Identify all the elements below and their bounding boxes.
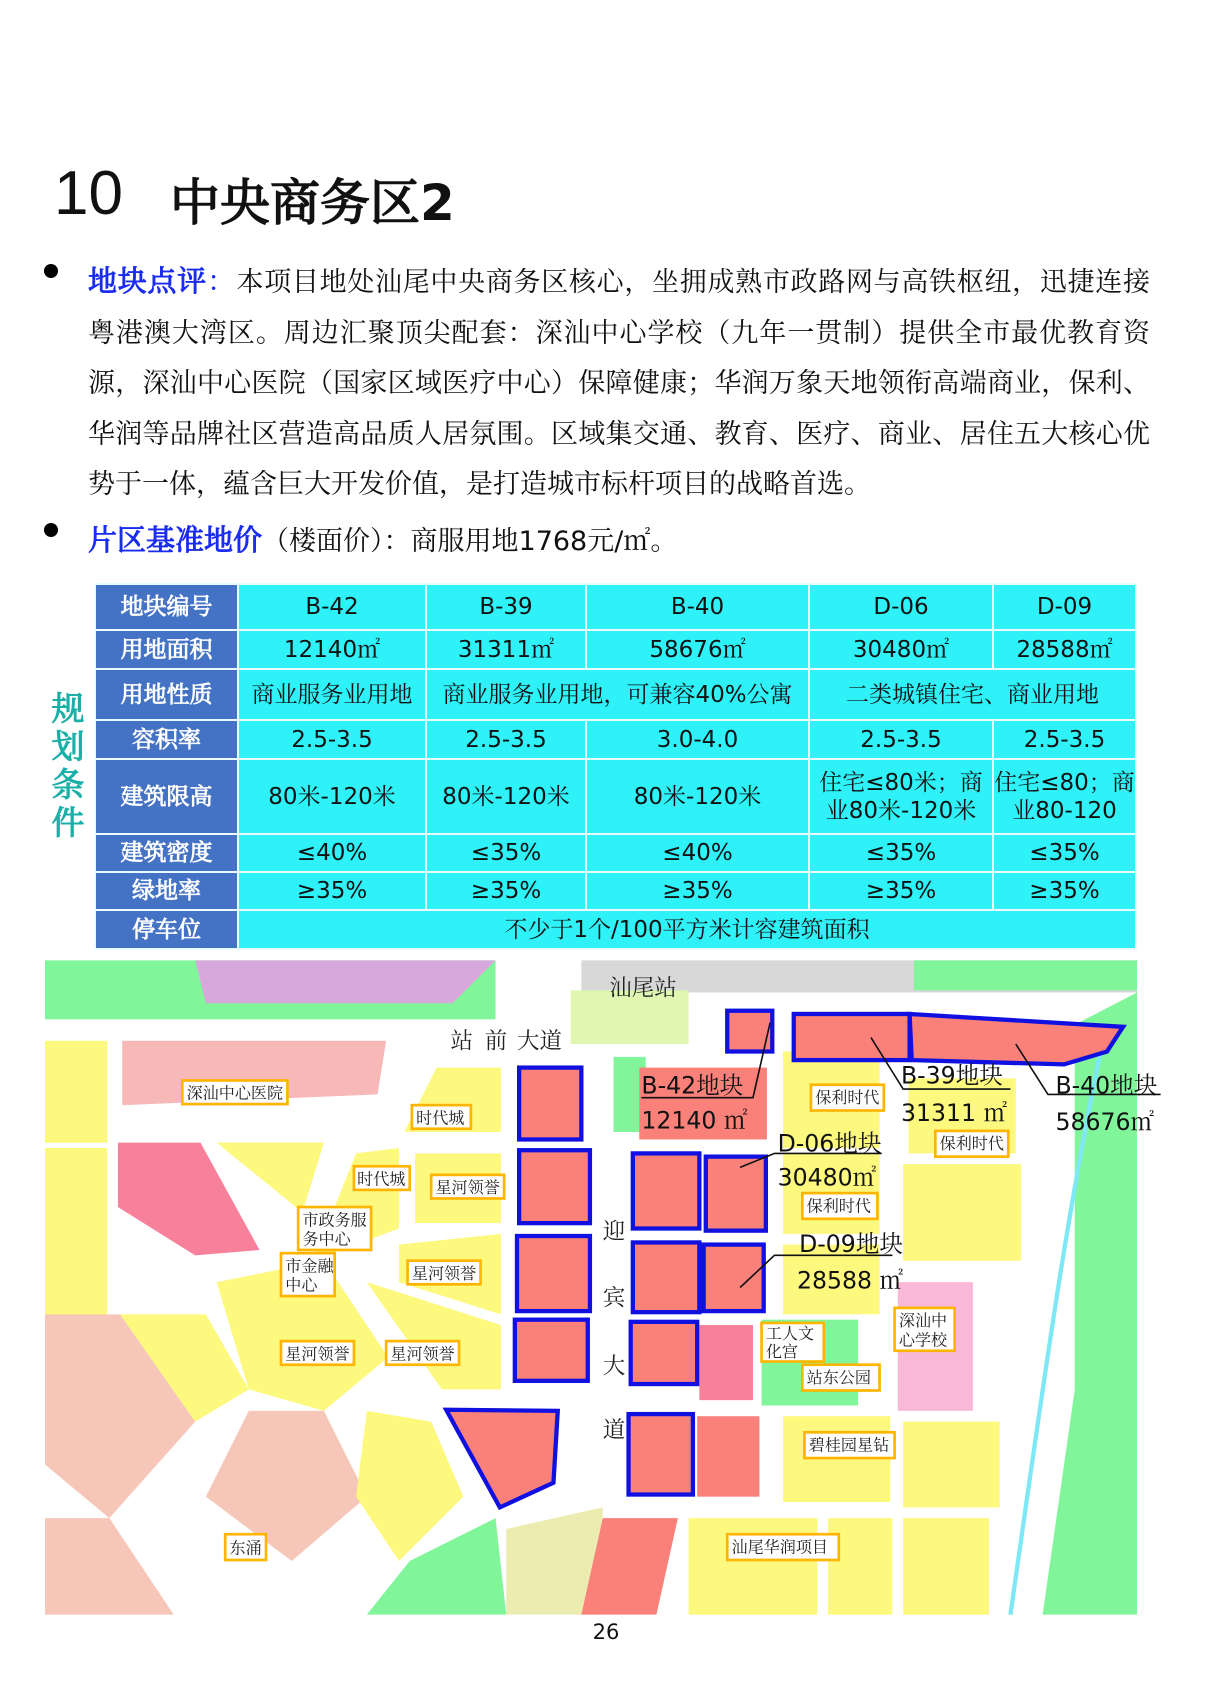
svg-text:星河领誉: 星河领誉 <box>390 1344 455 1364</box>
table-cell: 2.5-3.5 <box>238 720 426 759</box>
svg-text:星河领誉: 星河领誉 <box>411 1263 477 1283</box>
parcel-area: 58676㎡ <box>1055 1107 1155 1136</box>
table-cell: ≥35% <box>238 872 426 910</box>
place-label <box>935 1131 1008 1157</box>
table-cell: 30480㎡ <box>809 630 993 669</box>
place-label <box>804 1432 894 1458</box>
table-cell: 住宅≤80米；商业80米-120米 <box>809 759 993 834</box>
table-cell: ≤35% <box>426 834 586 872</box>
svg-text:保利时代: 保利时代 <box>806 1196 871 1216</box>
place-label <box>727 1534 839 1560</box>
place-label <box>225 1534 266 1560</box>
table-cell: 80米-120米 <box>586 759 809 834</box>
planning-table <box>94 583 1137 950</box>
road-label: 迎 <box>602 1219 626 1246</box>
place-label <box>281 1253 335 1296</box>
table-cell: ≤35% <box>809 834 993 872</box>
table-row <box>95 720 1136 759</box>
site-map <box>45 960 1158 1615</box>
parcel-name: B-40地块 <box>1055 1071 1158 1100</box>
parcel <box>633 1242 700 1312</box>
table-row <box>95 834 1136 872</box>
section-number: 10 <box>54 159 123 228</box>
parcel-name: D-06地块 <box>777 1129 882 1158</box>
place-label <box>802 1193 877 1219</box>
table-cell: B-42 <box>238 584 426 630</box>
place-label <box>281 1341 354 1365</box>
place-label <box>408 1261 481 1285</box>
table-cell: ≥35% <box>586 872 809 910</box>
page-number: 26 <box>592 1620 620 1644</box>
table-row <box>95 630 1136 669</box>
table-cell: B-40 <box>586 584 809 630</box>
svg-text:东涌: 东涌 <box>229 1538 262 1558</box>
row-header: 建筑限高 <box>95 759 238 834</box>
table-cell: D-09 <box>993 584 1136 630</box>
page-title: 中央商务区2 <box>170 174 455 232</box>
svg-text:保利时代: 保利时代 <box>815 1087 880 1107</box>
svg-text:心学校: 心学校 <box>898 1330 948 1350</box>
label-char: 条 <box>51 765 85 804</box>
place-label <box>386 1341 459 1365</box>
road-label: 宾 <box>602 1285 626 1312</box>
place-label <box>802 1365 879 1391</box>
svg-text:时代城: 时代城 <box>357 1169 406 1189</box>
parcel-area: 31311 ㎡ <box>901 1099 1008 1128</box>
svg-text:市政务服: 市政务服 <box>302 1210 367 1230</box>
road-label: 前 <box>484 1028 508 1055</box>
place-label <box>762 1323 824 1362</box>
table-cell: 28588㎡ <box>993 630 1136 669</box>
parcel-name: B-42地块 <box>641 1071 744 1100</box>
table-cell: ≥35% <box>809 872 993 910</box>
bullet-dot <box>44 264 58 278</box>
plot-review-keyword: 地块点评 <box>88 264 207 298</box>
table-cell: 2.5-3.5 <box>426 720 586 759</box>
table-cell: 80米-120米 <box>426 759 586 834</box>
table-cell: 2.5-3.5 <box>809 720 993 759</box>
table-cell: 住宅≤80；商业80-120 <box>993 759 1136 834</box>
parcel <box>515 1320 588 1381</box>
table-cell: ≥35% <box>426 872 586 910</box>
parcel-area: 28588 ㎡ <box>796 1266 904 1295</box>
table-cell: 80米-120米 <box>238 759 426 834</box>
place-label <box>895 1308 955 1351</box>
svg-text:碧桂园星钻: 碧桂园星钻 <box>808 1435 890 1455</box>
table-cell: B-39 <box>426 584 586 630</box>
row-header: 停车位 <box>95 910 238 949</box>
svg-text:星河领誉: 星河领誉 <box>435 1178 500 1198</box>
svg-text:化宫: 化宫 <box>765 1342 799 1362</box>
table-cell: 不少于1个/100平方米计容建筑面积 <box>238 910 1136 949</box>
road-label: 道 <box>602 1417 626 1444</box>
parcel <box>629 1414 693 1494</box>
table-cell: ≤35% <box>993 834 1136 872</box>
table-cell: 商业服务业用地 <box>238 669 426 720</box>
bullet-dot <box>44 523 58 537</box>
parcel-area: 12140 ㎡ <box>641 1106 748 1135</box>
parcel <box>517 1236 590 1311</box>
planning-conditions-label <box>50 690 86 842</box>
table-row <box>95 872 1136 910</box>
parcel-d06 <box>706 1157 766 1231</box>
place-label <box>811 1085 884 1111</box>
table-row <box>95 584 1136 630</box>
parcel-area: 30480㎡ <box>777 1163 877 1192</box>
svg-text:市金融: 市金融 <box>285 1256 334 1276</box>
parcel <box>519 1150 590 1223</box>
road-label: 大 <box>602 1353 626 1380</box>
place-label <box>354 1166 410 1190</box>
table-row <box>95 759 1136 834</box>
road-label: 大道 <box>516 1028 563 1055</box>
table-cell: 商业服务业用地，可兼容40%公寓 <box>426 669 809 720</box>
table-cell: 31311㎡ <box>426 630 586 669</box>
svg-text:站东公园: 站东公园 <box>806 1367 871 1387</box>
table-cell: 12140㎡ <box>238 630 426 669</box>
label-char: 规 <box>51 689 85 728</box>
plot-review-paragraph <box>88 256 1150 511</box>
place-label <box>182 1080 287 1104</box>
svg-text:工人文: 工人文 <box>765 1323 815 1343</box>
table-cell: ≤40% <box>586 834 809 872</box>
row-header: 用地性质 <box>95 669 238 720</box>
svg-text:时代城: 时代城 <box>416 1108 465 1128</box>
place-label <box>412 1105 471 1129</box>
land-price-paragraph <box>88 515 1150 568</box>
place-label <box>431 1175 504 1199</box>
land-price-keyword: 片区基准地价 <box>88 523 263 557</box>
table-cell: ≤40% <box>238 834 426 872</box>
label-char: 划 <box>51 727 85 766</box>
row-header: 绿地率 <box>95 872 238 910</box>
row-header: 地块编号 <box>95 584 238 630</box>
row-header: 容积率 <box>95 720 238 759</box>
svg-text:保利时代: 保利时代 <box>939 1134 1004 1154</box>
parcel-d09 <box>704 1245 764 1312</box>
colon: ： <box>206 264 237 298</box>
svg-text:星河领誉: 星河领誉 <box>285 1344 350 1364</box>
svg-text:务中心: 务中心 <box>302 1229 351 1249</box>
parcel-name: B-39地块 <box>901 1061 1003 1090</box>
table-cell: ≥35% <box>993 872 1136 910</box>
label-char: 件 <box>51 803 85 842</box>
table-cell: D-06 <box>809 584 993 630</box>
parcel <box>519 1068 581 1140</box>
svg-text:深汕中: 深汕中 <box>898 1311 948 1331</box>
parcel <box>631 1322 698 1384</box>
table-cell: 二类城镇住宅、商业用地 <box>809 669 1136 720</box>
svg-text:深汕中心医院: 深汕中心医院 <box>186 1083 284 1103</box>
row-header: 建筑密度 <box>95 834 238 872</box>
station-label: 汕尾站 <box>609 975 677 1002</box>
land-price-text: （楼面价）：商服用地1768元/㎡。 <box>262 526 678 557</box>
table-row <box>95 910 1136 949</box>
parcel-d06-west <box>633 1153 700 1228</box>
svg-text:中心: 中心 <box>285 1275 318 1295</box>
road-label: 站 <box>450 1028 473 1055</box>
table-row <box>95 669 1136 720</box>
row-header: 用地面积 <box>95 630 238 669</box>
table-cell: 58676㎡ <box>586 630 809 669</box>
svg-text:汕尾华润项目: 汕尾华润项目 <box>731 1537 829 1557</box>
parcel-name: D-09地块 <box>799 1230 903 1259</box>
table-cell: 3.0-4.0 <box>586 720 809 759</box>
parcel-b39 <box>794 1014 910 1060</box>
table-cell: 2.5-3.5 <box>993 720 1136 759</box>
plot-review-text: 本项目地处汕尾中央商务区核心，坐拥成熟市政路网与高铁枢纽，迅捷连接粤港澳大湾区。周边汇聚顶尖配套：深汕中心学校（九年一贯制）提供全市最优教育资源，深汕中心医院（国家区域医疗中心）保障健康；华润万象天地领衔高端商业，保利、华润等品牌社区营造高品质人居氛围。区域集交通、教育、医疗、商业、居住五大核心优势于一体，蕴含巨大开发价值，是打造城市标杆项目的战略首选。 <box>88 267 1150 500</box>
place-label <box>298 1207 371 1250</box>
